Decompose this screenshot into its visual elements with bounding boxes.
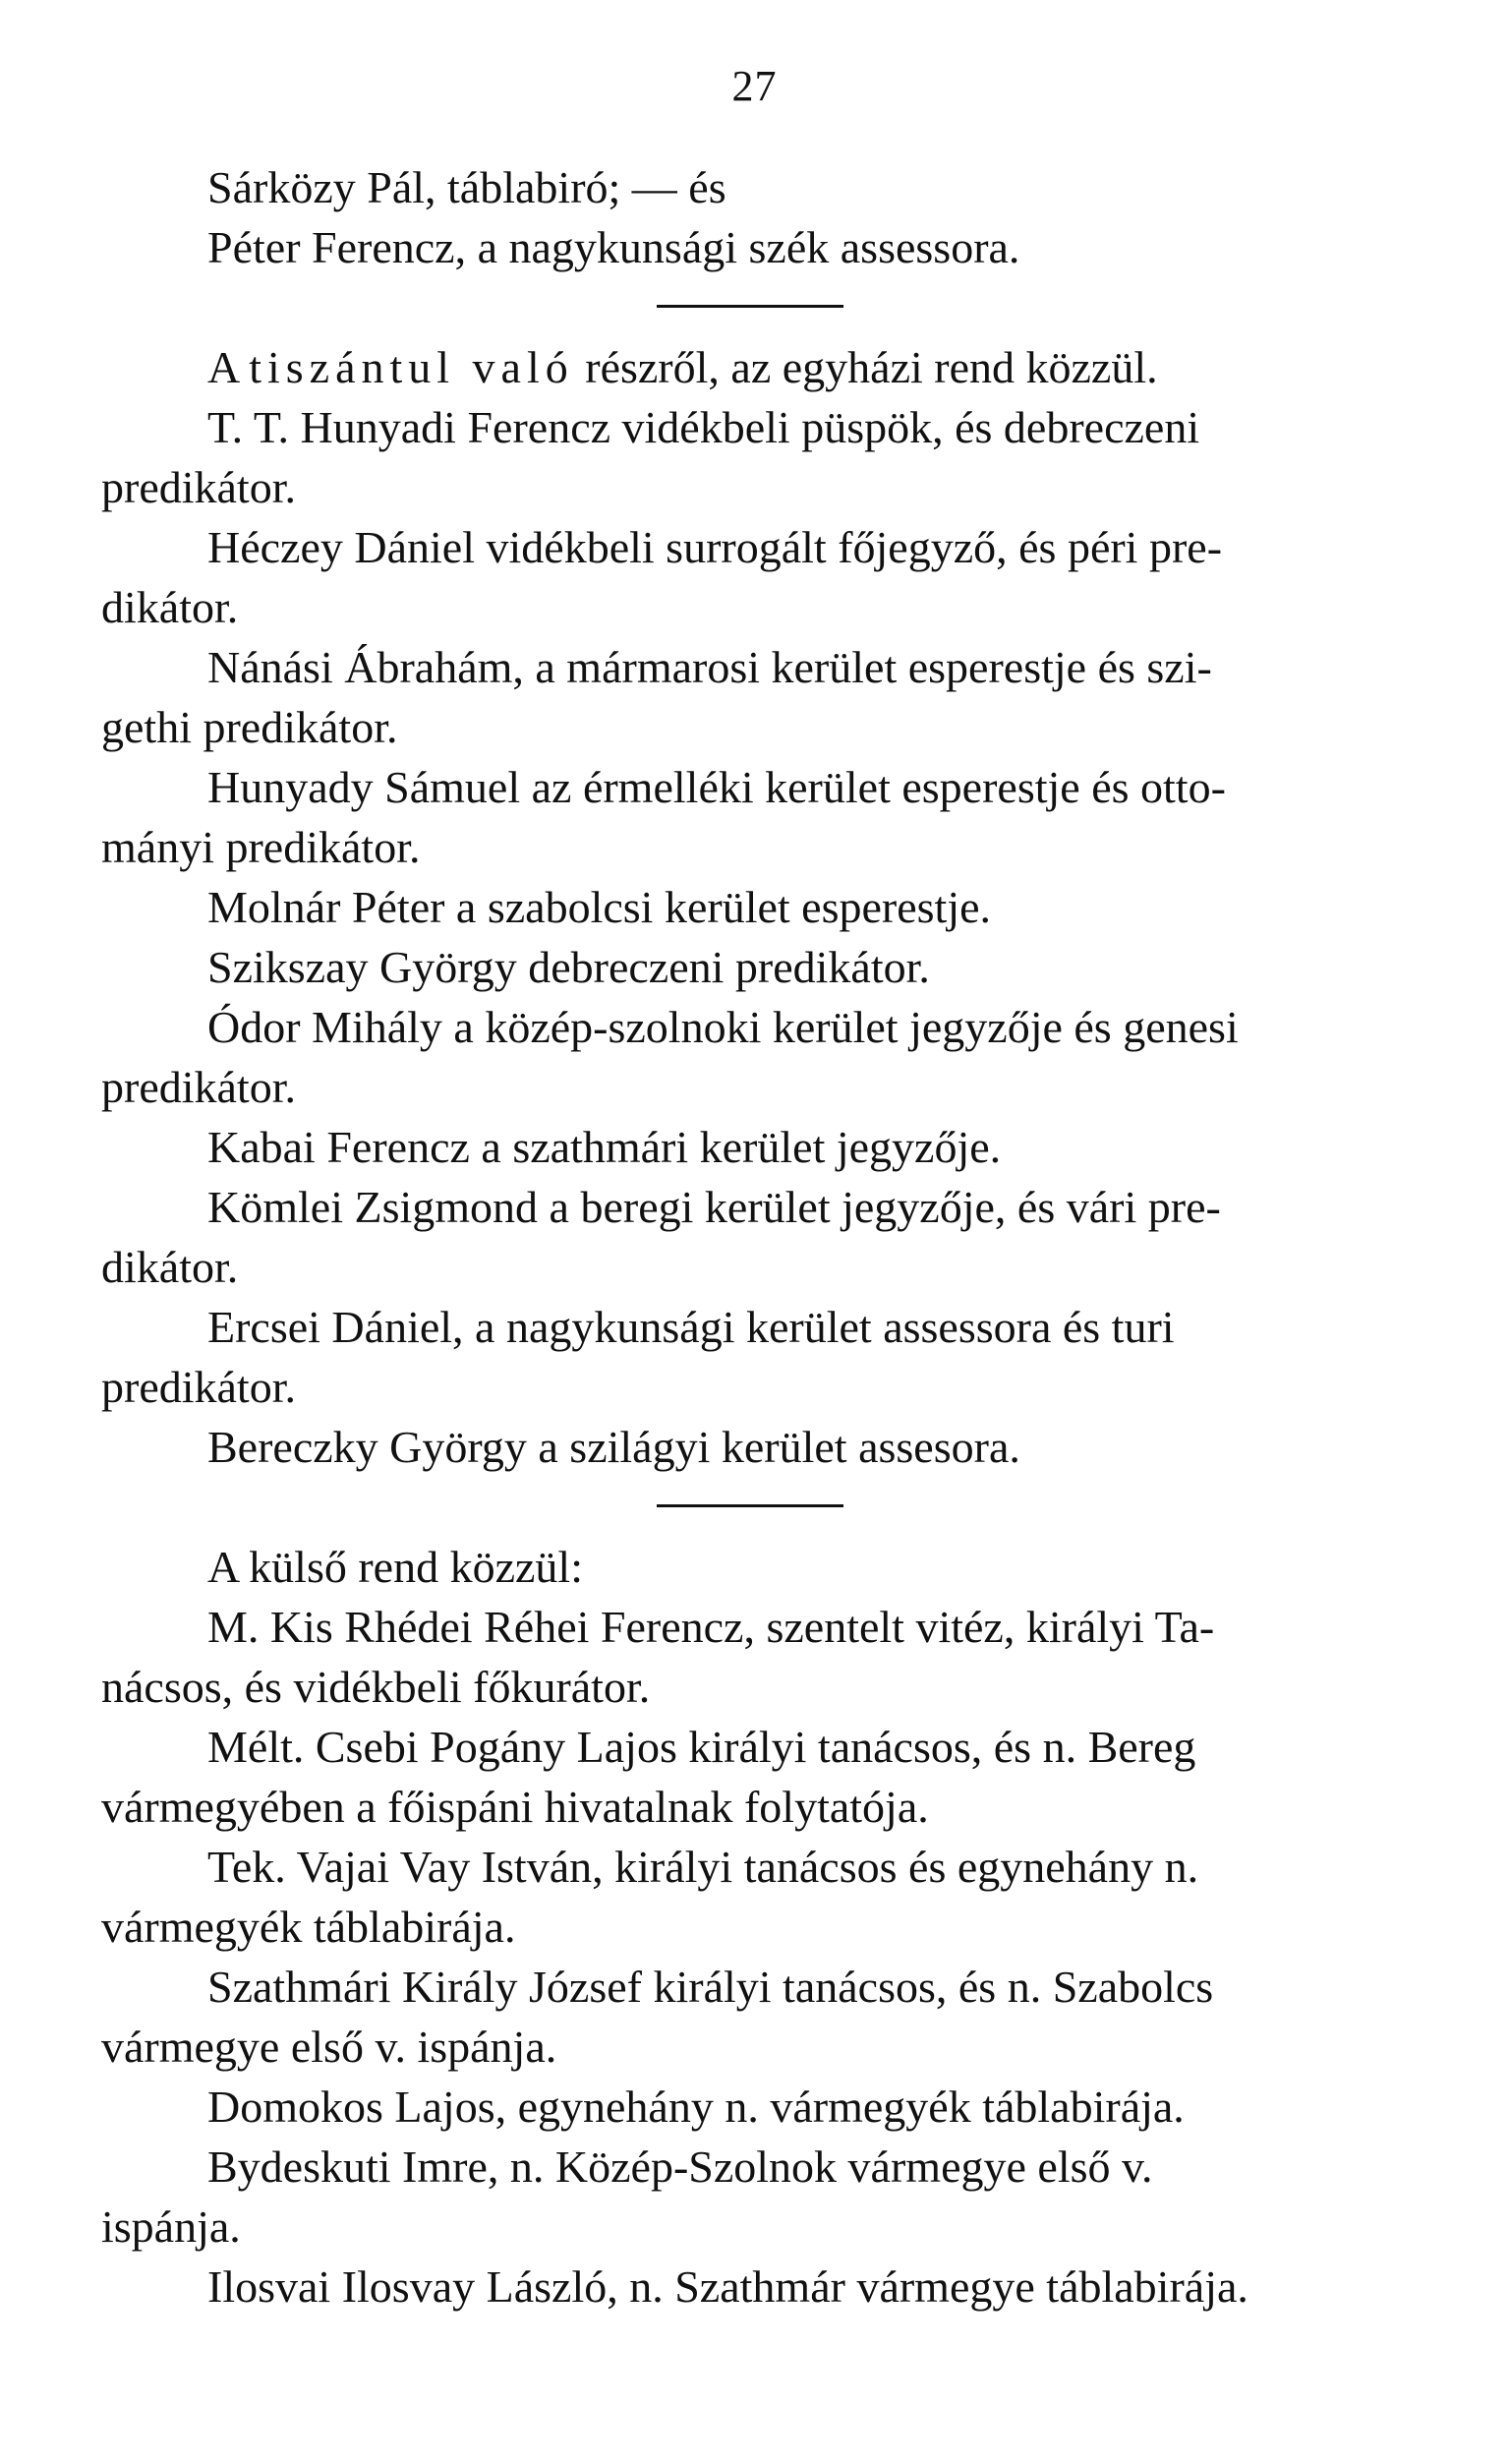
text-line: Kömlei Zsigmond a beregi kerület jegyzője, és vári pre- [207,1182,1221,1232]
text-line: Mélt. Csebi Pogány Lajos királyi tanácsos, és n. Bereg [207,1722,1196,1772]
section-heading [101,337,1379,397]
text-line: vármegye első v. ispánja. [101,2022,557,2072]
text-line: Szathmári Király József királyi tanácsos, és n. Szabolcs [207,1962,1214,2012]
text-span: részről, az egyházi rend közzül. [573,342,1158,392]
text-line: ispánja. [101,2201,241,2252]
text-line: Sárközy Pál, táblabiró; — és [207,162,726,212]
text-line: Héczey Dániel vidékbeli surrogált főjegyző, és péri pre- [207,522,1223,572]
page-body [101,157,1379,2317]
section-divider [657,1504,843,1507]
text-line: T. T. Hunyadi Ferencz vidékbeli püspök, és debreczeni [207,402,1200,452]
text-line: nácsos, és vidékbeli főkurátor. [101,1662,651,1712]
text-line: Molnár Péter a szabolcsi kerület esperestje. [207,882,992,932]
section-divider [657,305,843,308]
section-heading: A külső rend közzül: [207,1542,583,1592]
text-line: Tek. Vajai Vay István, királyi tanácsos és egynehány n. [207,1842,1199,1892]
text-line: dikátor. [101,1242,239,1292]
text-line: Kabai Ferencz a szathmári kerület jegyzője. [207,1122,1002,1172]
text-line: vármegyék táblabirája. [101,1902,516,1952]
text-line: Ódor Mihály a közép-szolnoki kerület jegyzője és genesi [207,1002,1239,1052]
text-line: dikátor. [101,582,239,632]
text-line: Bydeskuti Imre, n. Közép-Szolnok vármegye első v. [207,2141,1153,2192]
text-line: Hunyady Sámuel az érmelléki kerület esperestje és otto- [207,762,1226,812]
text-line: M. Kis Rhédei Réhei Ferencz, szentelt vitéz, királyi Ta- [207,1602,1215,1652]
text-line: predikátor. [101,1062,296,1112]
text-line: Péter Ferencz, a nagykunsági szék assessora. [207,222,1020,272]
text-line: vármegyében a főispáni hivatalnak folytatója. [101,1782,929,1832]
text-line: Bereczky György a szilágyi kerület assesora. [207,1422,1020,1472]
spaced-text: tiszántul való [249,342,574,392]
text-line: Szikszay György debreczeni predikátor. [207,942,930,992]
text-span: A [207,342,250,392]
text-line: predikátor. [101,1362,296,1412]
text-line: Ercsei Dániel, a nagykunsági kerület assessora és turi [207,1302,1175,1352]
text-line: mányi predikátor. [101,822,421,872]
text-line: Domokos Lajos, egynehány n. vármegyék táblabirája. [207,2082,1185,2132]
text-line: Nánási Ábrahám, a mármarosi kerület esperestje és szi- [207,642,1212,692]
page-number: 27 [731,62,778,110]
text-line: Ilosvai Ilosvay László, n. Szathmár vármegye táblabirája. [207,2261,1248,2312]
text-line: gethi predikátor. [101,702,398,752]
text-line: predikátor. [101,462,296,512]
